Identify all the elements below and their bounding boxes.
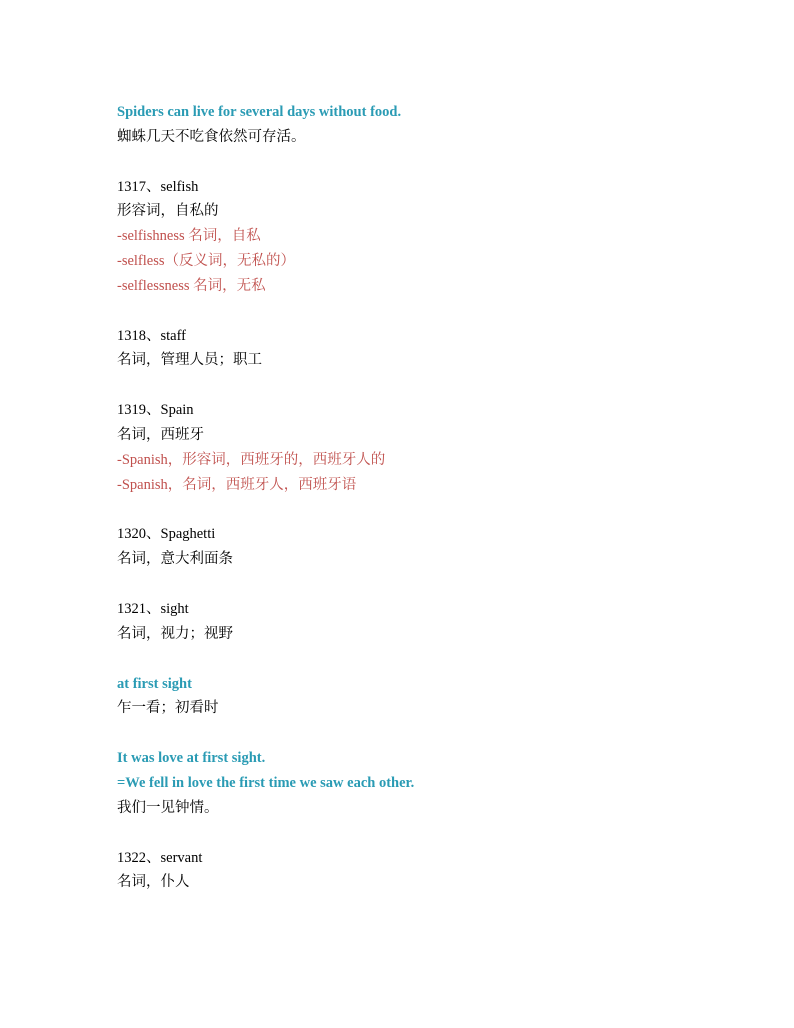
block-gap [117,572,757,597]
block-gap [117,150,757,175]
chinese-translation: 名词，仆人 [117,874,190,891]
chinese-translation: 乍一看；初看时 [117,700,219,717]
chinese-translation: 我们一见钟情。 [117,799,219,816]
example-sentence: It was love at first sight. [117,750,266,767]
chinese-translation: 蜘蛛几天不吃食依然可存活。 [117,128,306,145]
block-gap [117,373,757,398]
chinese-translation: 名词，意大利面条 [117,551,233,568]
derivative-line: -selfishness 名词，自私 [117,228,261,245]
entry-heading: 1319、Spain [117,402,194,419]
derivative-line: -Spanish，名词，西班牙人，西班牙语 [117,476,357,493]
vocab-block [117,324,757,374]
entry-heading: 1321、sight [117,600,189,617]
chinese-translation: 名词，视力；视野 [117,625,233,642]
block-gap [117,647,757,672]
vocab-block [117,522,757,572]
vocab-block [117,398,757,497]
derivative-line: -selflessness 名词，无私 [117,277,266,294]
vocab-block [117,175,757,299]
chinese-translation: 名词，西班牙 [117,426,204,443]
entry-heading: 1318、staff [117,327,187,344]
vocab-block [117,100,757,150]
example-sentence: =We fell in love the first time we saw each other. [117,774,415,791]
example-sentence: Spiders can live for several days without food. [117,104,402,120]
block-gap [117,721,757,746]
derivative-line: -selfless（反义词，无私的） [117,252,296,269]
vocab-block [117,672,757,722]
block-gap [117,497,757,522]
block-gap [117,299,757,324]
vocab-block [117,846,757,896]
vocab-block [117,597,757,647]
entry-heading: 1322、servant [117,849,203,866]
entry-heading: 1320、Spaghetti [117,526,216,543]
example-sentence: at first sight [117,675,192,692]
vocab-block [117,746,757,820]
entry-heading: 1317、selfish [117,178,199,195]
chinese-translation: 名词，管理人员；职工 [117,352,262,369]
derivative-line: -Spanish，形容词，西班牙的，西班牙人的 [117,451,386,468]
block-gap [117,821,757,846]
chinese-translation: 形容词，自私的 [117,203,219,220]
document-page [117,100,757,895]
